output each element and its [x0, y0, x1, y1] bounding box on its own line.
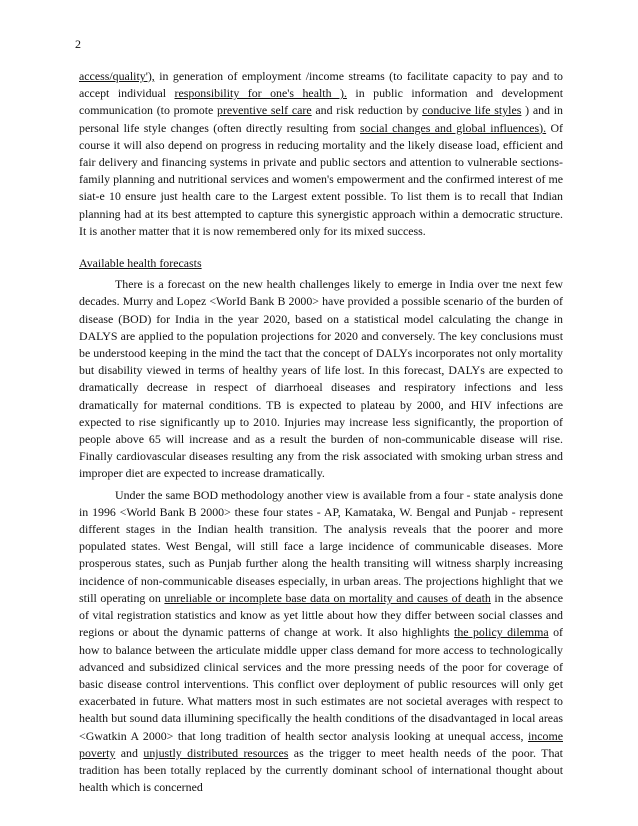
underlined-text: access/quality'),	[79, 69, 155, 83]
page-number: 2	[75, 37, 81, 51]
underlined-text: unjustly distributed resources	[143, 745, 289, 760]
section-heading: Available health forecasts	[79, 256, 202, 271]
paragraph-2: There is a forecast on the new health challenges likely to emerge in India over tne next few decades. Murry and Lopez <WorId Bank B 2000> have provided a possible scenario of the burden of disease (BOD) for India in the year 2020, based on a statistical model calculating the change in DALYS are applied to the population projections for 2020 and conversely. The key conclusions must be understood keeping in the mind the tact that the concept of DALYs incorporates not only mortality but disability viewed in terms of healthy years of life lost. In this forecast, DALYs are expected to dramatically decrease in respect of diarrhoeal diseases and respiratory infections and less dramatically for maternal conditions. TB is expected to plateau by 2000, and HIV infections are expected to rise significantly up to 2010. Injuries may increase less significantly, the proportion of people above 65 will increase and as a result the burden of non-communicable disease will rise. Finally cardiovascular diseases resulting any from the risk associated with smoking urban stress and improper diet are expected to increase dramatically.	[79, 277, 563, 481]
underlined-text: the policy dilemma	[454, 625, 549, 640]
underlined-text: income poverty	[79, 728, 563, 760]
paragraph-3: Under the same BOD methodology another view is available from a four - state analysis done in 1996 <World Bank B 2000> these four states - AP, Kamataka, W. Bengal and Punjab - represent different stages in the Indian health transition. The analysis reveals that the poorer and more populated states. West Bengal, will still face a large incidence of communicable diseases. More prosperous states, such as Punjab further along the health transiting will witness sharply increasing incidence of non-communicable diseases especially, in urban areas. The projections highlight that we still operating on unreliable or incomplete base data on mortality and causes of death in the absence of vital registration statistics and know as yet little about how they differ between social classes and regions or about the dynamic patterns of change at work. It also highlights the policy dilemma of how to balance between the articulate middle upper class demand for more access to technologically advanced and subsidized clinical services and the more pressing needs of the poor for coverage of basic disease control interventions. This conflict over deployment of public resources will only get exacerbated in future. What matters most in such estimates are not societal averages with respect to health but sound data illumining specifically the health conditions of the disadvantaged in local areas <Gwatkin A 2000> that long tradition of health sector analysis looking at unequal access, income poverty and unjustly distributed resources as the trigger to meet health needs of the poor. That tradition has been totally replaced by the currently dominant school of international thought about health which is concerned	[79, 487, 563, 795]
paragraph-1: access/quality'), in generation of employment /income streams (to facilitate capacity to pay and to accept individual responsibility for one's health ). in public information and development communication (to promote preventive self care and risk reduction by conducive life styles ) and in personal life style changes (often directly resulting from social changes and global influences). Of course it will also depend on progress in reducing mortality and the likely disease load, efficient and fair delivery and financing systems in private and public sectors and attention to vulnerable sections- family planning and nutritional services and women's empowerment and the confirmed interest of me siat-e 10 ensure just health care to the Largest extent possible. To list them is to recall that Indian planning had at its best attempted to capture this synergistic approach within a democratic structure. It is another matter that it is now remembered only for its mixed success.	[79, 69, 564, 238]
body-text	[79, 68, 563, 796]
underlined-text: social changes and global influences).	[360, 120, 547, 135]
underlined-text: conducive life styles	[422, 103, 522, 118]
underlined-text: responsibility for one's health ).	[174, 86, 347, 101]
underlined-text: preventive self care	[217, 103, 312, 118]
underlined-text: unreliable or incomplete base data on mortality and causes of death	[164, 590, 491, 605]
